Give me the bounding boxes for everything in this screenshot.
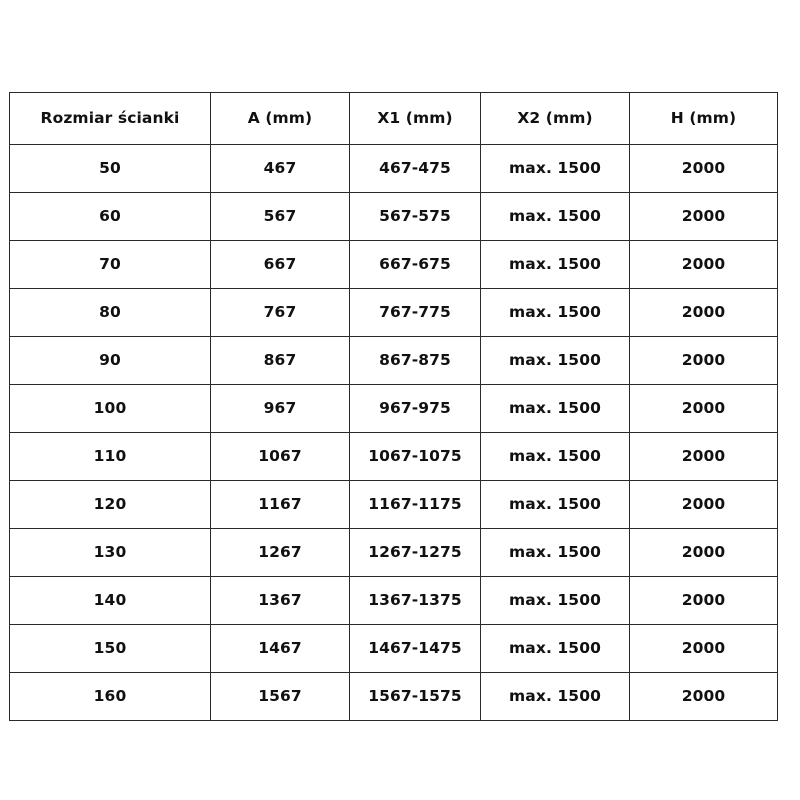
cell-h: 2000 xyxy=(630,337,778,385)
cell-a: 867 xyxy=(211,337,350,385)
table-row xyxy=(10,529,778,577)
cell-x2: max. 1500 xyxy=(481,433,630,481)
column-header-x2: X2 (mm) xyxy=(481,93,630,145)
cell-x1: 667-675 xyxy=(350,241,481,289)
cell-x1: 1167-1175 xyxy=(350,481,481,529)
cell-x2: max. 1500 xyxy=(481,193,630,241)
cell-h: 2000 xyxy=(630,385,778,433)
cell-a: 967 xyxy=(211,385,350,433)
cell-x2: max. 1500 xyxy=(481,289,630,337)
cell-a: 667 xyxy=(211,241,350,289)
cell-x2: max. 1500 xyxy=(481,529,630,577)
cell-rozmiar: 100 xyxy=(10,385,211,433)
cell-rozmiar: 130 xyxy=(10,529,211,577)
cell-x1: 867-875 xyxy=(350,337,481,385)
table-header-row xyxy=(10,93,778,145)
spec-table-container xyxy=(9,92,777,721)
cell-x2: max. 1500 xyxy=(481,145,630,193)
column-header-a: A (mm) xyxy=(211,93,350,145)
cell-h: 2000 xyxy=(630,433,778,481)
cell-x1: 967-975 xyxy=(350,385,481,433)
table-row xyxy=(10,433,778,481)
column-header-x1: X1 (mm) xyxy=(350,93,481,145)
cell-x1: 1267-1275 xyxy=(350,529,481,577)
cell-x1: 567-575 xyxy=(350,193,481,241)
dimensions-table xyxy=(9,92,778,721)
table-row xyxy=(10,193,778,241)
table-row xyxy=(10,481,778,529)
cell-x2: max. 1500 xyxy=(481,673,630,721)
cell-rozmiar: 70 xyxy=(10,241,211,289)
cell-rozmiar: 50 xyxy=(10,145,211,193)
cell-h: 2000 xyxy=(630,193,778,241)
table-body xyxy=(10,145,778,721)
cell-x1: 1067-1075 xyxy=(350,433,481,481)
cell-x1: 1367-1375 xyxy=(350,577,481,625)
cell-x2: max. 1500 xyxy=(481,625,630,673)
cell-a: 1367 xyxy=(211,577,350,625)
cell-rozmiar: 110 xyxy=(10,433,211,481)
table-row xyxy=(10,577,778,625)
table-row xyxy=(10,241,778,289)
table-row xyxy=(10,145,778,193)
cell-h: 2000 xyxy=(630,673,778,721)
cell-rozmiar: 140 xyxy=(10,577,211,625)
cell-h: 2000 xyxy=(630,625,778,673)
cell-x2: max. 1500 xyxy=(481,385,630,433)
cell-h: 2000 xyxy=(630,289,778,337)
cell-x2: max. 1500 xyxy=(481,241,630,289)
column-header-rozmiar-scianki: Rozmiar ścianki xyxy=(10,93,211,145)
cell-a: 467 xyxy=(211,145,350,193)
cell-x1: 767-775 xyxy=(350,289,481,337)
table-row xyxy=(10,337,778,385)
cell-x2: max. 1500 xyxy=(481,337,630,385)
cell-rozmiar: 90 xyxy=(10,337,211,385)
cell-a: 1467 xyxy=(211,625,350,673)
cell-h: 2000 xyxy=(630,241,778,289)
cell-rozmiar: 160 xyxy=(10,673,211,721)
cell-rozmiar: 80 xyxy=(10,289,211,337)
cell-a: 1167 xyxy=(211,481,350,529)
cell-rozmiar: 60 xyxy=(10,193,211,241)
cell-x2: max. 1500 xyxy=(481,481,630,529)
cell-x1: 1567-1575 xyxy=(350,673,481,721)
cell-x1: 467-475 xyxy=(350,145,481,193)
table-header xyxy=(10,93,778,145)
cell-h: 2000 xyxy=(630,145,778,193)
cell-h: 2000 xyxy=(630,529,778,577)
cell-a: 1567 xyxy=(211,673,350,721)
table-row xyxy=(10,673,778,721)
cell-rozmiar: 150 xyxy=(10,625,211,673)
cell-h: 2000 xyxy=(630,481,778,529)
column-header-h: H (mm) xyxy=(630,93,778,145)
cell-a: 767 xyxy=(211,289,350,337)
cell-x2: max. 1500 xyxy=(481,577,630,625)
cell-a: 567 xyxy=(211,193,350,241)
cell-x1: 1467-1475 xyxy=(350,625,481,673)
cell-a: 1267 xyxy=(211,529,350,577)
table-row xyxy=(10,625,778,673)
cell-h: 2000 xyxy=(630,577,778,625)
table-row xyxy=(10,385,778,433)
cell-a: 1067 xyxy=(211,433,350,481)
table-row xyxy=(10,289,778,337)
cell-rozmiar: 120 xyxy=(10,481,211,529)
